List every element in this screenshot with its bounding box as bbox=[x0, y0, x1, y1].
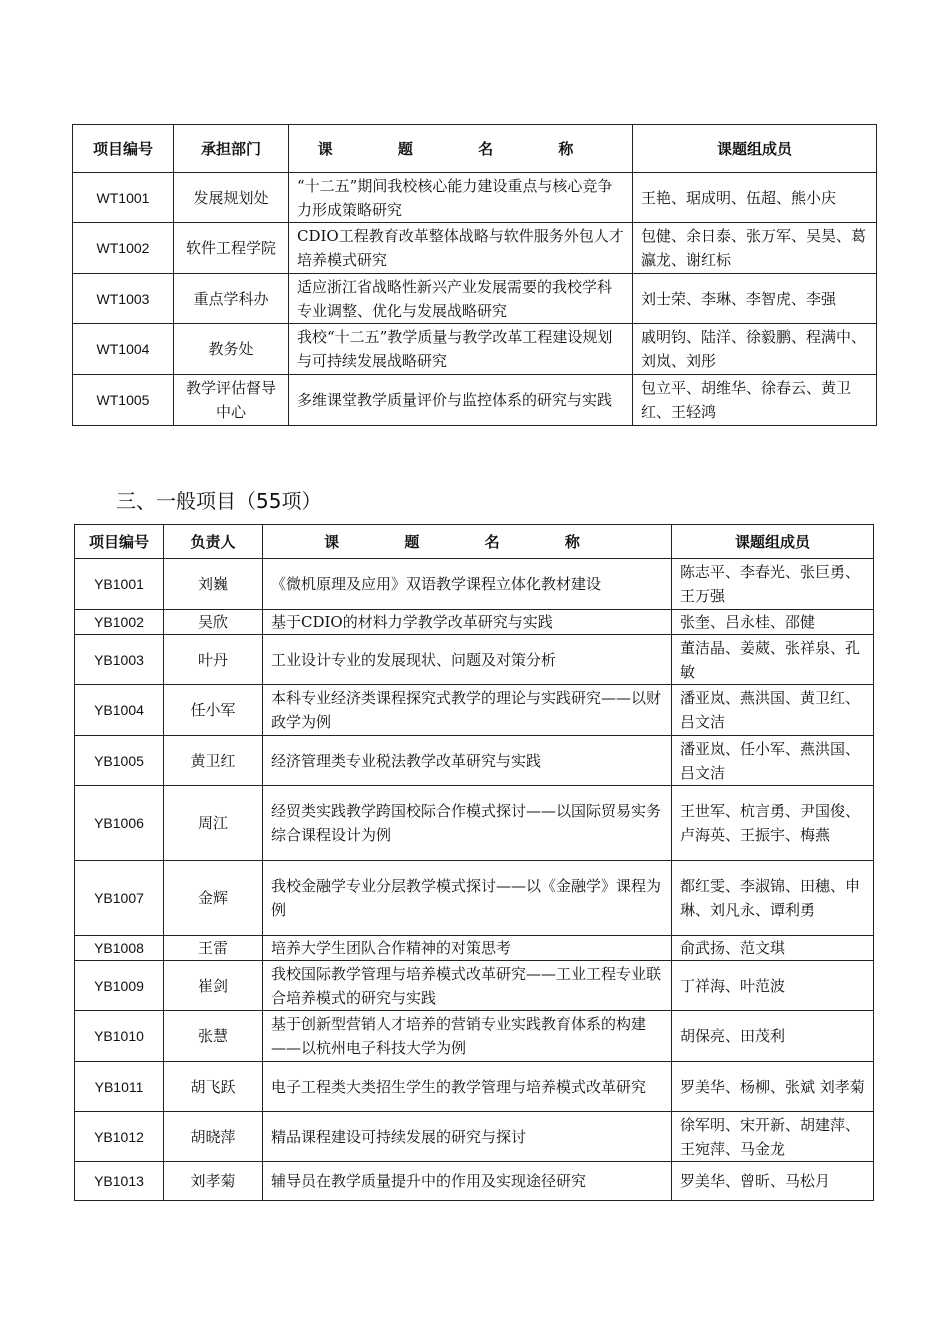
cell-leader: 张慧 bbox=[164, 1011, 263, 1062]
cell-members: 陈志平、李春光、张巨勇、王万强 bbox=[672, 559, 874, 610]
cell-leader: 任小军 bbox=[164, 685, 263, 736]
cell-department: 教务处 bbox=[174, 324, 289, 375]
cell-topic-title: 多维课堂教学质量评价与监控体系的研究与实践 bbox=[289, 375, 633, 426]
cell-project-id: YB1010 bbox=[75, 1011, 164, 1062]
cell-leader: 叶丹 bbox=[164, 635, 263, 685]
cell-members: 王艳、琚成明、伍超、熊小庆 bbox=[633, 173, 877, 223]
cell-members: 丁祥海、叶范波 bbox=[672, 961, 874, 1011]
cell-project-id: YB1005 bbox=[75, 736, 164, 786]
cell-topic-title: 我校金融学专业分层教学模式探讨——以《金融学》课程为例 bbox=[263, 861, 672, 936]
cell-members: 罗美华、曾昕、马松月 bbox=[672, 1162, 874, 1201]
cell-department: 发展规划处 bbox=[174, 173, 289, 223]
cell-members: 胡保亮、田茂利 bbox=[672, 1011, 874, 1062]
table-row bbox=[75, 736, 874, 786]
cell-members: 潘亚岚、任小军、燕洪国、吕文洁 bbox=[672, 736, 874, 786]
table-row bbox=[75, 559, 874, 610]
cell-members: 徐军明、宋开新、胡建萍、王宛萍、马金龙 bbox=[672, 1112, 874, 1162]
cell-leader: 胡晓萍 bbox=[164, 1112, 263, 1162]
cell-project-id: WT1002 bbox=[73, 223, 174, 274]
cell-topic-title: 基于创新型营销人才培养的营销专业实践教育体系的构建——以杭州电子科技大学为例 bbox=[263, 1011, 672, 1062]
table-row bbox=[75, 610, 874, 635]
cell-members: 刘士荣、李琳、李智虎、李强 bbox=[633, 274, 877, 324]
table-row bbox=[75, 961, 874, 1011]
section-title: 三、一般项目（55项） bbox=[116, 489, 322, 513]
table-header-row bbox=[73, 125, 877, 173]
table-row bbox=[73, 375, 877, 426]
cell-project-id: YB1001 bbox=[75, 559, 164, 610]
cell-project-id: YB1009 bbox=[75, 961, 164, 1011]
cell-leader: 刘巍 bbox=[164, 559, 263, 610]
table-row bbox=[73, 274, 877, 324]
cell-leader: 胡飞跃 bbox=[164, 1062, 263, 1112]
table-row bbox=[73, 173, 877, 223]
col-header-id: 项目编号 bbox=[73, 125, 174, 173]
cell-project-id: YB1012 bbox=[75, 1112, 164, 1162]
cell-topic-title: 工业设计专业的发展现状、问题及对策分析 bbox=[263, 635, 672, 685]
cell-topic-title: CDIO工程教育改革整体战略与软件服务外包人才培养模式研究 bbox=[289, 223, 633, 274]
cell-topic-title: 《微机原理及应用》双语教学课程立体化教材建设 bbox=[263, 559, 672, 610]
table-row bbox=[75, 1011, 874, 1062]
cell-topic-title: 我校国际教学管理与培养模式改革研究——工业工程专业联合培养模式的研究与实践 bbox=[263, 961, 672, 1011]
cell-project-id: YB1007 bbox=[75, 861, 164, 936]
col-header-leader: 负责人 bbox=[164, 525, 263, 559]
cell-members: 俞武扬、范文琪 bbox=[672, 936, 874, 961]
cell-department: 软件工程学院 bbox=[174, 223, 289, 274]
table-row bbox=[75, 635, 874, 685]
cell-topic-title: 电子工程类大类招生学生的教学管理与培养模式改革研究 bbox=[263, 1062, 672, 1112]
cell-members: 包立平、胡维华、徐春云、黄卫红、王轻鸿 bbox=[633, 375, 877, 426]
key-projects-table bbox=[72, 124, 877, 426]
cell-topic-title: 经济管理类专业税法教学改革研究与实践 bbox=[263, 736, 672, 786]
cell-members: 潘亚岚、燕洪国、黄卫红、吕文洁 bbox=[672, 685, 874, 736]
cell-project-id: WT1004 bbox=[73, 324, 174, 375]
cell-department: 教学评估督导中心 bbox=[174, 375, 289, 426]
cell-topic-title: “十二五”期间我校核心能力建设重点与核心竞争力形成策略研究 bbox=[289, 173, 633, 223]
cell-leader: 崔剑 bbox=[164, 961, 263, 1011]
table-header-row bbox=[75, 525, 874, 559]
cell-topic-title: 本科专业经济类课程探究式教学的理论与实践研究——以财政学为例 bbox=[263, 685, 672, 736]
cell-members: 罗美华、杨柳、张斌 刘孝菊 bbox=[672, 1062, 874, 1112]
cell-topic-title: 辅导员在教学质量提升中的作用及实现途径研究 bbox=[263, 1162, 672, 1201]
cell-topic-title: 基于CDIO的材料力学教学改革研究与实践 bbox=[263, 610, 672, 635]
cell-members: 张奎、吕永桂、邵健 bbox=[672, 610, 874, 635]
table-row bbox=[75, 861, 874, 936]
cell-project-id: YB1003 bbox=[75, 635, 164, 685]
general-projects-table bbox=[74, 524, 874, 1201]
cell-members: 都红雯、李淑锦、田穗、申琳、刘凡永、谭利勇 bbox=[672, 861, 874, 936]
cell-topic-title: 培养大学生团队合作精神的对策思考 bbox=[263, 936, 672, 961]
table-row bbox=[75, 936, 874, 961]
cell-project-id: WT1001 bbox=[73, 173, 174, 223]
cell-project-id: WT1005 bbox=[73, 375, 174, 426]
col-header-id: 项目编号 bbox=[75, 525, 164, 559]
cell-leader: 周江 bbox=[164, 786, 263, 861]
cell-project-id: YB1011 bbox=[75, 1062, 164, 1112]
cell-members: 包健、余日泰、张万军、吴昊、葛瀛龙、谢红标 bbox=[633, 223, 877, 274]
cell-leader: 刘孝菊 bbox=[164, 1162, 263, 1201]
cell-leader: 王雷 bbox=[164, 936, 263, 961]
table-row bbox=[75, 1162, 874, 1201]
cell-topic-title: 精品课程建设可持续发展的研究与探讨 bbox=[263, 1112, 672, 1162]
cell-leader: 金辉 bbox=[164, 861, 263, 936]
col-header-members: 课题组成员 bbox=[633, 125, 877, 173]
table-row bbox=[75, 786, 874, 861]
table-row bbox=[75, 685, 874, 736]
cell-leader: 黄卫红 bbox=[164, 736, 263, 786]
col-header-members: 课题组成员 bbox=[672, 525, 874, 559]
cell-members: 董洁晶、姜葳、张祥泉、孔敏 bbox=[672, 635, 874, 685]
col-header-title: 课 题 名 称 bbox=[289, 125, 633, 173]
cell-project-id: YB1002 bbox=[75, 610, 164, 635]
cell-project-id: YB1006 bbox=[75, 786, 164, 861]
cell-topic-title: 我校“十二五”教学质量与教学改革工程建设规划与可持续发展战略研究 bbox=[289, 324, 633, 375]
cell-topic-title: 经贸类实践教学跨国校际合作模式探讨——以国际贸易实务综合课程设计为例 bbox=[263, 786, 672, 861]
cell-leader: 吴欣 bbox=[164, 610, 263, 635]
cell-project-id: YB1013 bbox=[75, 1162, 164, 1201]
table-row bbox=[73, 324, 877, 375]
cell-project-id: YB1004 bbox=[75, 685, 164, 736]
cell-project-id: WT1003 bbox=[73, 274, 174, 324]
cell-topic-title: 适应浙江省战略性新兴产业发展需要的我校学科专业调整、优化与发展战略研究 bbox=[289, 274, 633, 324]
cell-project-id: YB1008 bbox=[75, 936, 164, 961]
cell-members: 戚明钧、陆洋、徐毅鹏、程满中、刘岚、刘彤 bbox=[633, 324, 877, 375]
cell-members: 王世军、杭言勇、尹国俊、卢海英、王振宇、梅燕 bbox=[672, 786, 874, 861]
col-header-title: 课 题 名 称 bbox=[263, 525, 672, 559]
col-header-dept: 承担部门 bbox=[174, 125, 289, 173]
table-row bbox=[73, 223, 877, 274]
table-row bbox=[75, 1112, 874, 1162]
cell-department: 重点学科办 bbox=[174, 274, 289, 324]
table-row bbox=[75, 1062, 874, 1112]
